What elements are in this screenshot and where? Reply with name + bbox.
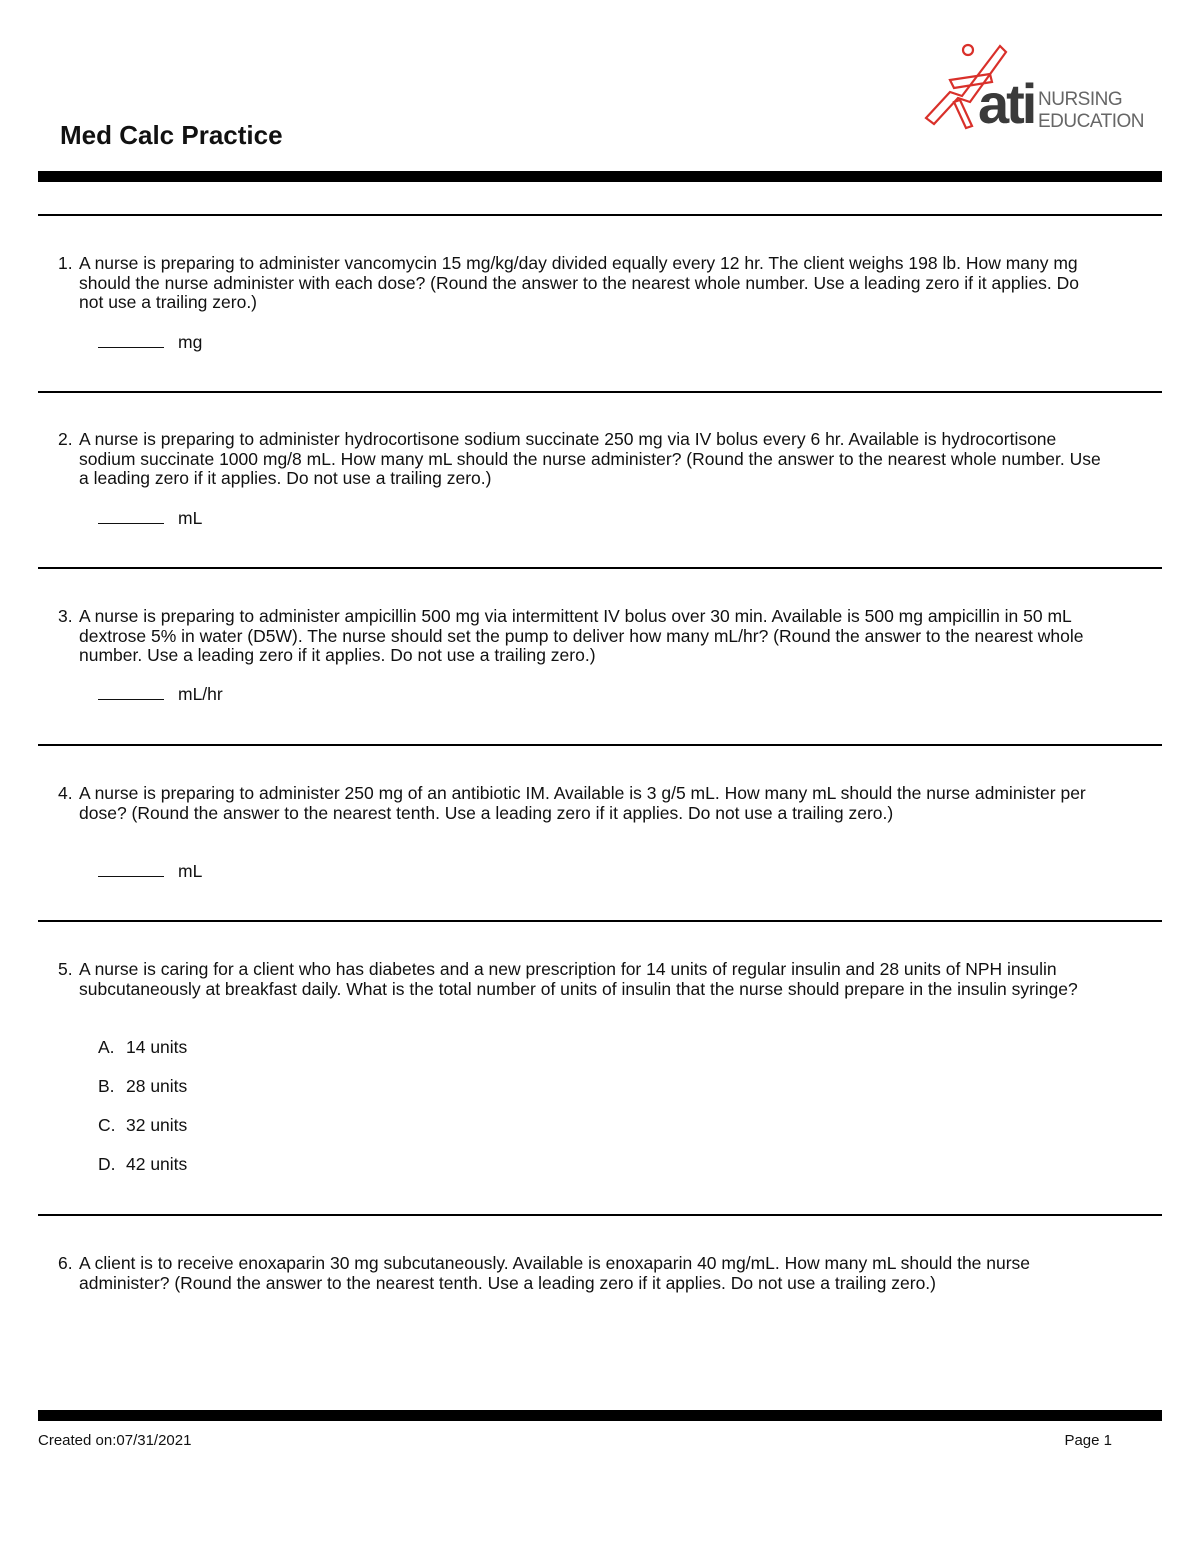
option-text: 42 units — [126, 1154, 188, 1174]
option-c[interactable] — [98, 1115, 187, 1136]
option-text: 14 units — [126, 1037, 188, 1057]
option-letter: B. — [98, 1076, 115, 1096]
divider — [38, 391, 1162, 393]
option-text: 32 units — [126, 1115, 188, 1135]
option-letter: D. — [98, 1154, 116, 1174]
question-number: 5. — [58, 959, 73, 979]
answer-unit: mL — [178, 861, 203, 881]
blank-line — [98, 864, 164, 877]
logo-ati-text: ati — [978, 72, 1035, 135]
page-number: Page 1 — [1064, 1432, 1112, 1449]
question-text: A nurse is preparing to administer vancomycin 15 mg/kg/day divided equally every 12 hr. The client weighs 198 lb. How many mg should the nurse administer with each dose? (Round the answer to the nearest whole number. Use a leading zero if it applies. Do not use a trailing zero.) — [79, 253, 1080, 312]
question-number: 3. — [58, 606, 73, 626]
answer-blank-1[interactable] — [98, 332, 202, 353]
option-letter: C. — [98, 1115, 116, 1135]
divider — [38, 567, 1162, 569]
answer-blank-3[interactable] — [98, 684, 223, 705]
answer-unit: mg — [178, 332, 203, 352]
question-2 — [58, 430, 1108, 489]
blank-line — [98, 687, 164, 700]
answer-unit: mL — [178, 508, 203, 528]
question-5 — [58, 960, 1108, 999]
created-date: Created on:07/31/2021 — [38, 1432, 192, 1449]
question-number: 6. — [58, 1253, 73, 1273]
logo-education-text: EDUCATION — [1038, 111, 1144, 132]
divider — [38, 920, 1162, 922]
question-1 — [58, 254, 1108, 313]
logo-nursing-text: NURSING — [1038, 89, 1123, 110]
blank-line — [98, 511, 164, 524]
footer-bar — [38, 1410, 1162, 1421]
option-text: 28 units — [126, 1076, 188, 1096]
question-4 — [58, 784, 1108, 823]
answer-blank-4[interactable] — [98, 861, 202, 882]
page-title: Med Calc Practice — [60, 120, 283, 150]
question-number: 2. — [58, 429, 73, 449]
option-letter: A. — [98, 1037, 115, 1057]
answer-blank-2[interactable] — [98, 508, 202, 529]
blank-line — [98, 335, 164, 348]
question-text: A nurse is preparing to administer ampicillin 500 mg via intermittent IV bolus over 30 min. Available is 500 mg ampicillin in 50 mL dextrose 5% in water (D5W). The nurse should set the pump to deliver how many mL/hr? (Round the answer to the nearest whole number. Use a leading zero if it applies. Do not use a trailing zero.) — [79, 606, 1084, 665]
divider — [38, 744, 1162, 746]
question-number: 1. — [58, 253, 73, 273]
question-text: A nurse is preparing to administer hydrocortisone sodium succinate 250 mg via IV bolus every 6 hr. Available is hydrocortisone sodium succinate 1000 mg/8 mL. How many mL should the nurse administer? (Round the answer to the nearest whole number. Use a leading zero if it applies. Do not use a trailing zero.) — [79, 429, 1101, 488]
option-d[interactable] — [98, 1154, 187, 1175]
question-text: A nurse is caring for a client who has diabetes and a new prescription for 14 units of regular insulin and 28 units of NPH insulin subcutaneously at breakfast daily. What is the total number of units of insulin that the nurse should prepare in the insulin syringe? — [79, 959, 1078, 999]
divider — [38, 214, 1162, 216]
divider — [38, 1214, 1162, 1216]
question-6 — [58, 1254, 1108, 1293]
question-text: A client is to receive enoxaparin 30 mg subcutaneously. Available is enoxaparin 40 mg/mL. How many mL should the nurse administer? (Round the answer to the nearest tenth. Use a leading zero if it applies. Do not use a trailing zero.) — [79, 1253, 1031, 1293]
option-a[interactable] — [98, 1037, 187, 1058]
answer-unit: mL/hr — [178, 684, 223, 704]
header-bar — [38, 171, 1162, 182]
ati-logo — [920, 40, 1144, 140]
question-text: A nurse is preparing to administer 250 mg of an antibiotic IM. Available is 3 g/5 mL. How many mL should the nurse administer per dose? (Round the answer to the nearest tenth. Use a leading zero if it applies. Do not use a trailing zero.) — [79, 783, 1086, 823]
option-b[interactable] — [98, 1076, 187, 1097]
question-3 — [58, 607, 1108, 666]
question-number: 4. — [58, 783, 73, 803]
